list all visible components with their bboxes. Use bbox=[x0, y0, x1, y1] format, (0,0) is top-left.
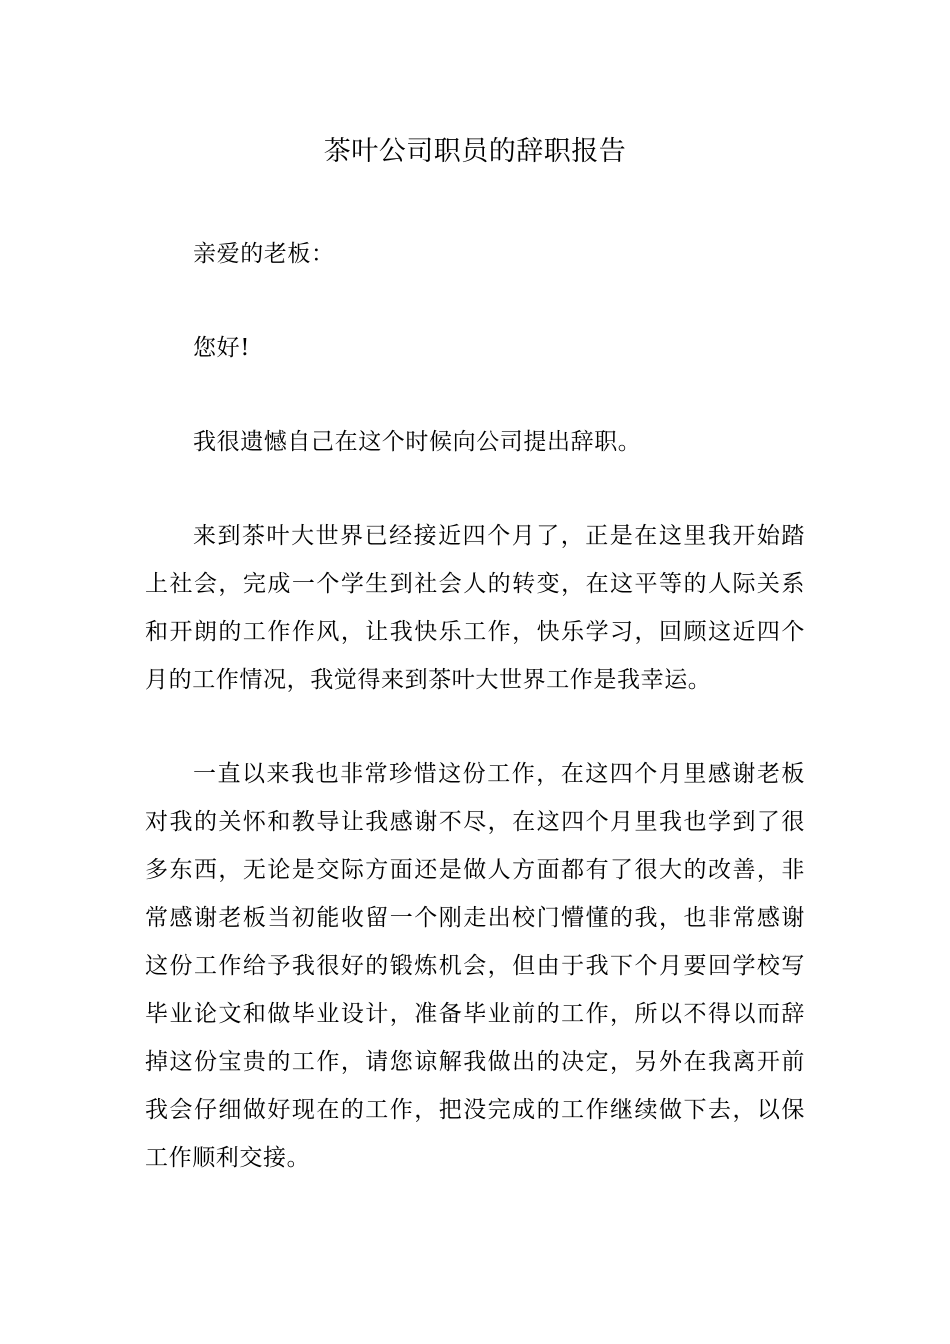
paragraph-gap bbox=[145, 278, 805, 324]
document-title: 茶叶公司职员的辞职报告 bbox=[323, 136, 627, 167]
paragraph-experience: 来到茶叶大世界已经接近四个月了，正是在这里我开始踏上社会，完成一个学生到社会人的转变，在这平等的人际关系和开朗的工作作风，让我快乐工作，快乐学习，回顾这近四个月的工作情况，我觉得来到茶叶大世界工作是我幸运。 bbox=[145, 523, 805, 693]
paragraph-intro: 我很遗憾自己在这个时候向公司提出辞职。 bbox=[193, 429, 642, 455]
paragraph-gap bbox=[145, 372, 805, 418]
paragraph-gap bbox=[145, 466, 805, 512]
greeting: 您好! bbox=[193, 335, 251, 361]
paragraph-gap bbox=[145, 704, 805, 750]
salutation: 亲爱的老板： bbox=[193, 241, 335, 267]
paragraph-reason: 一直以来我也非常珍惜这份工作，在这四个月里感谢老板对我的关怀和教导让我感谢不尽，在这四个月里我也学到了很多东西，无论是交际方面还是做人方面都有了很大的改善，非常感谢老板当初能收留一个刚走出校门懵懂的我，也非常感谢这份工作给予我很好的锻炼机会，但由于我下个月要回学校写毕业论文和做毕业设计，准备毕业前的工作，所以不得以而辞掉这份宝贵的工作，请您谅解我做出的决定，另外在我离开前我会仔细做好现在的工作，把没完成的工作继续做下去，以保工作顺利交接。 bbox=[145, 761, 805, 1171]
document-body bbox=[145, 230, 805, 1182]
